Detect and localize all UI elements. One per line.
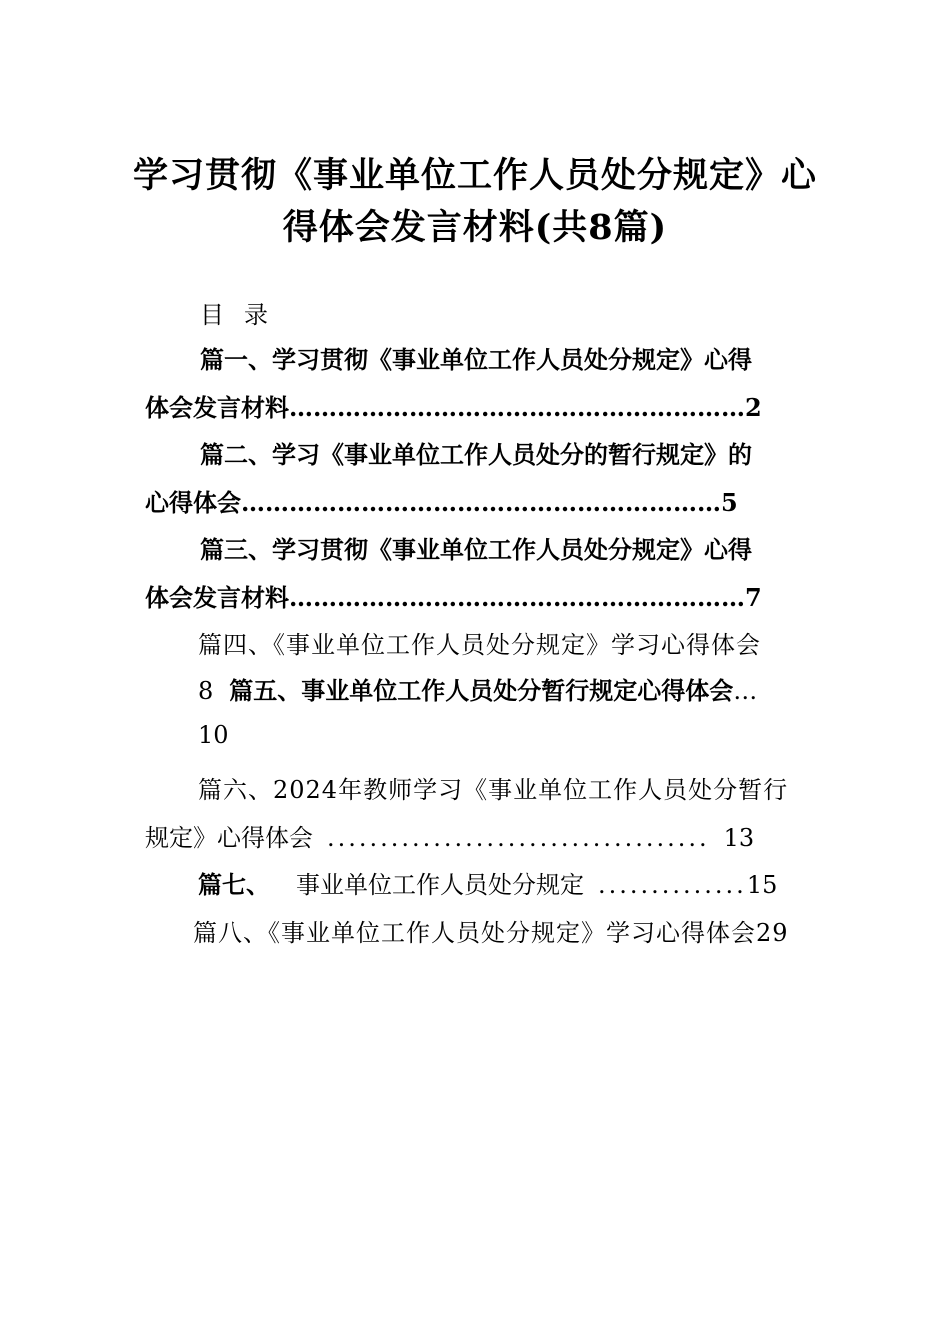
toc-entry-1-title-end: 体会发言材料 (145, 394, 289, 422)
toc-heading: 目录 (200, 301, 288, 329)
toc-entry-3-page: 7 (745, 583, 762, 612)
toc-entry-3-leader: ………………………………………………… (289, 583, 745, 612)
toc-entry-3-title[interactable]: 篇三、学习贯彻《事业单位工作人员处分规定》心得 (200, 536, 752, 564)
toc-entry-7-leader: .............. (598, 871, 747, 899)
toc-entry-7-title: 事业单位工作人员处分规定 (296, 871, 584, 899)
toc-entry-4-page: 8 (198, 677, 214, 705)
toc-entry-7[interactable] (198, 870, 777, 901)
toc-entry-8-title: 篇八、《事业单位工作人员处分规定》学习心得体会 (193, 919, 756, 947)
toc-entry-8-page: 29 (756, 919, 789, 947)
toc-entry-6-leader: .................................... (327, 824, 710, 852)
toc-entry-4-title[interactable]: 篇四、《事业单位工作人员处分规定》学习心得体会 (198, 631, 761, 659)
toc-entry-6-page: 13 (723, 824, 755, 852)
toc-entry-5-leader: … (733, 677, 758, 705)
toc-entry-5-title: 篇五、事业单位工作人员处分暂行规定心得体会 (229, 677, 734, 705)
toc-entry-7-page: 15 (746, 871, 778, 899)
toc-entry-5-page: 10 (198, 721, 229, 749)
toc-entry-3-continuation[interactable] (145, 583, 762, 613)
toc-entry-1-leader: ………………………………………………… (289, 393, 745, 422)
document-title-line-1: 学习贯彻《事业单位工作人员处分规定》心 (132, 155, 817, 196)
toc-entry-3-title-end: 体会发言材料 (145, 584, 289, 612)
toc-entry-1-title[interactable]: 篇一、学习贯彻《事业单位工作人员处分规定》心得 (200, 346, 752, 374)
document-title-line-2: 得体会发言材料(共8篇) (282, 207, 668, 248)
toc-entry-6-continuation[interactable] (145, 823, 754, 854)
toc-entry-7-label: 篇七、 (198, 871, 270, 899)
toc-entry-1-continuation[interactable] (145, 393, 762, 423)
toc-entry-2-title[interactable]: 篇二、学习《事业单位工作人员处分的暂行规定》的 (200, 441, 752, 469)
toc-entry-1-page: 2 (745, 393, 762, 422)
toc-entry-2-leader: …………………………………………………… (241, 488, 721, 517)
toc-entry-2-page: 5 (721, 488, 738, 517)
toc-entry-6-title-end: 规定》心得体会 (145, 824, 313, 852)
toc-entry-2-continuation[interactable] (145, 488, 738, 518)
toc-entry-5-line[interactable] (198, 676, 757, 707)
toc-entry-2-title-end: 心得体会 (145, 489, 241, 517)
toc-entry-6-title[interactable]: 篇六、2024年教师学习《事业单位工作人员处分暂行 (198, 776, 789, 804)
toc-entry-8[interactable] (193, 918, 789, 948)
